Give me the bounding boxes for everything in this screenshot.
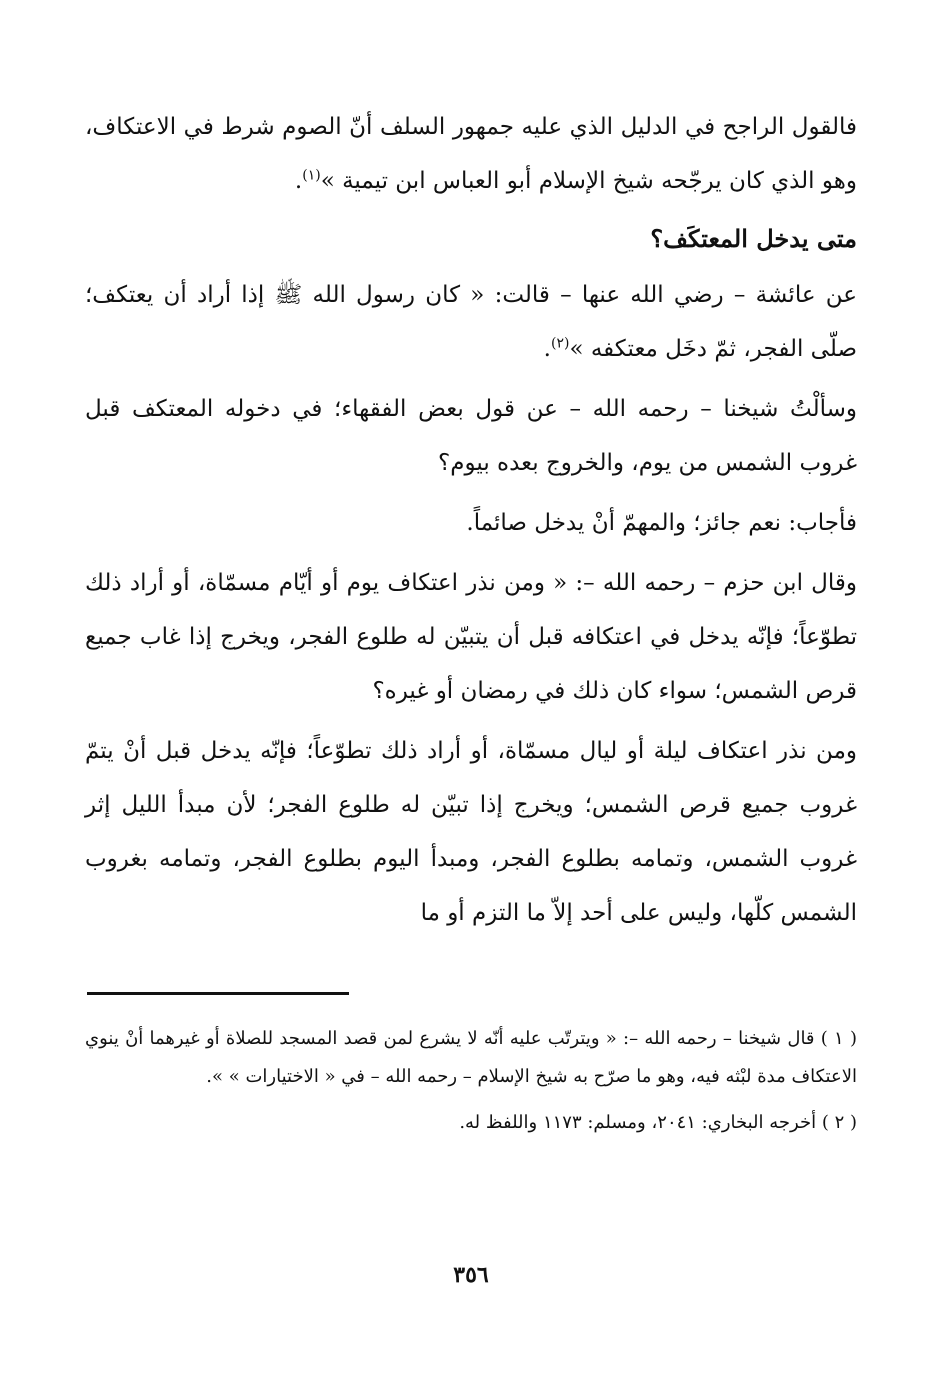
footnote-ref-1[interactable]: (١) — [302, 167, 321, 184]
section-heading: متى يدخل المعتكَف؟ — [650, 224, 857, 253]
footnote-1: ( ١ ) قال شيخنا – رحمه الله –: « ويترتّب عليه أنّه لا يشرع لمن قصد المسجد للصلاة أو غيرهما أنْ ينوي الاعتكاف مدة لبْثه فيه، وهو ما صرّح به شيخ الإسلام – رحمه الله – في « الاختيارات » ». — [85, 1028, 857, 1087]
footnote-ref-2[interactable]: (٢) — [550, 335, 570, 352]
paragraph-1 — [85, 100, 857, 208]
page-content — [85, 100, 857, 1340]
paragraph-1-end: . — [294, 168, 303, 194]
page-number: ٣٥٦ — [453, 1262, 489, 1288]
paragraph-4: فأجاب: نعم جائز؛ والمهمّ أنْ يدخل صائماً. — [466, 510, 857, 536]
paragraph-5: وقال ابن حزم – رحمه الله –: « ومن نذر اعتكاف يوم أو أيّام مسمّاة، أو أراد ذلك تطوّعاً؛ فإنّه يدخل في اعتكافه قبل أن يتبيّن له طلوع الفجر، ويخرج إذا غاب جميع قرص الشمس؛ سواء كان ذلك في رمضان أو غيره؟ — [85, 570, 857, 704]
paragraph-2 — [85, 268, 857, 376]
footnote-2: ( ٢ ) أخرجه البخاري: ٢٠٤١، ومسلم: ١١٧٣ واللفظ له. — [459, 1112, 857, 1133]
footnotes — [85, 1020, 857, 1150]
paragraph-3: وسألْتُ شيخنا – رحمه الله – عن قول بعض الفقهاء؛ في دخوله المعتكف قبل غروب الشمس من يوم، والخروج بعده بيوم؟ — [85, 396, 857, 476]
paragraph-6: ومن نذر اعتكاف ليلة أو ليال مسمّاة، أو أراد ذلك تطوّعاً؛ فإنّه يدخل قبل أنْ يتمّ غروب جميع قرص الشمس؛ ويخرج إذا تبيّن له طلوع الفجر؛ لأن مبدأ الليل إثر غروب الشمس، وتمامه بطلوع الفجر، ومبدأ اليوم بطلوع الفجر، وتمامه بغروب الشمس كلّها، وليس على أحد إلاّ ما التزم أو ما — [85, 738, 857, 926]
paragraph-2-text: عن عائشة – رضي الله عنها – قالت: « كان رسول الله ﷺ إذا أراد أن يعتكف؛ صلّى الفجر، ثمّ دخَل معتكفه » — [85, 282, 857, 362]
footnote-divider — [87, 992, 349, 995]
paragraph-1-text: فالقول الراجح في الدليل الذي عليه جمهور السلف أنّ الصوم شرط في الاعتكاف، وهو الذي كان يرجّحه شيخ الإسلام أبو العباس ابن تيمية » — [85, 114, 857, 194]
paragraph-2-end: . — [543, 336, 551, 362]
